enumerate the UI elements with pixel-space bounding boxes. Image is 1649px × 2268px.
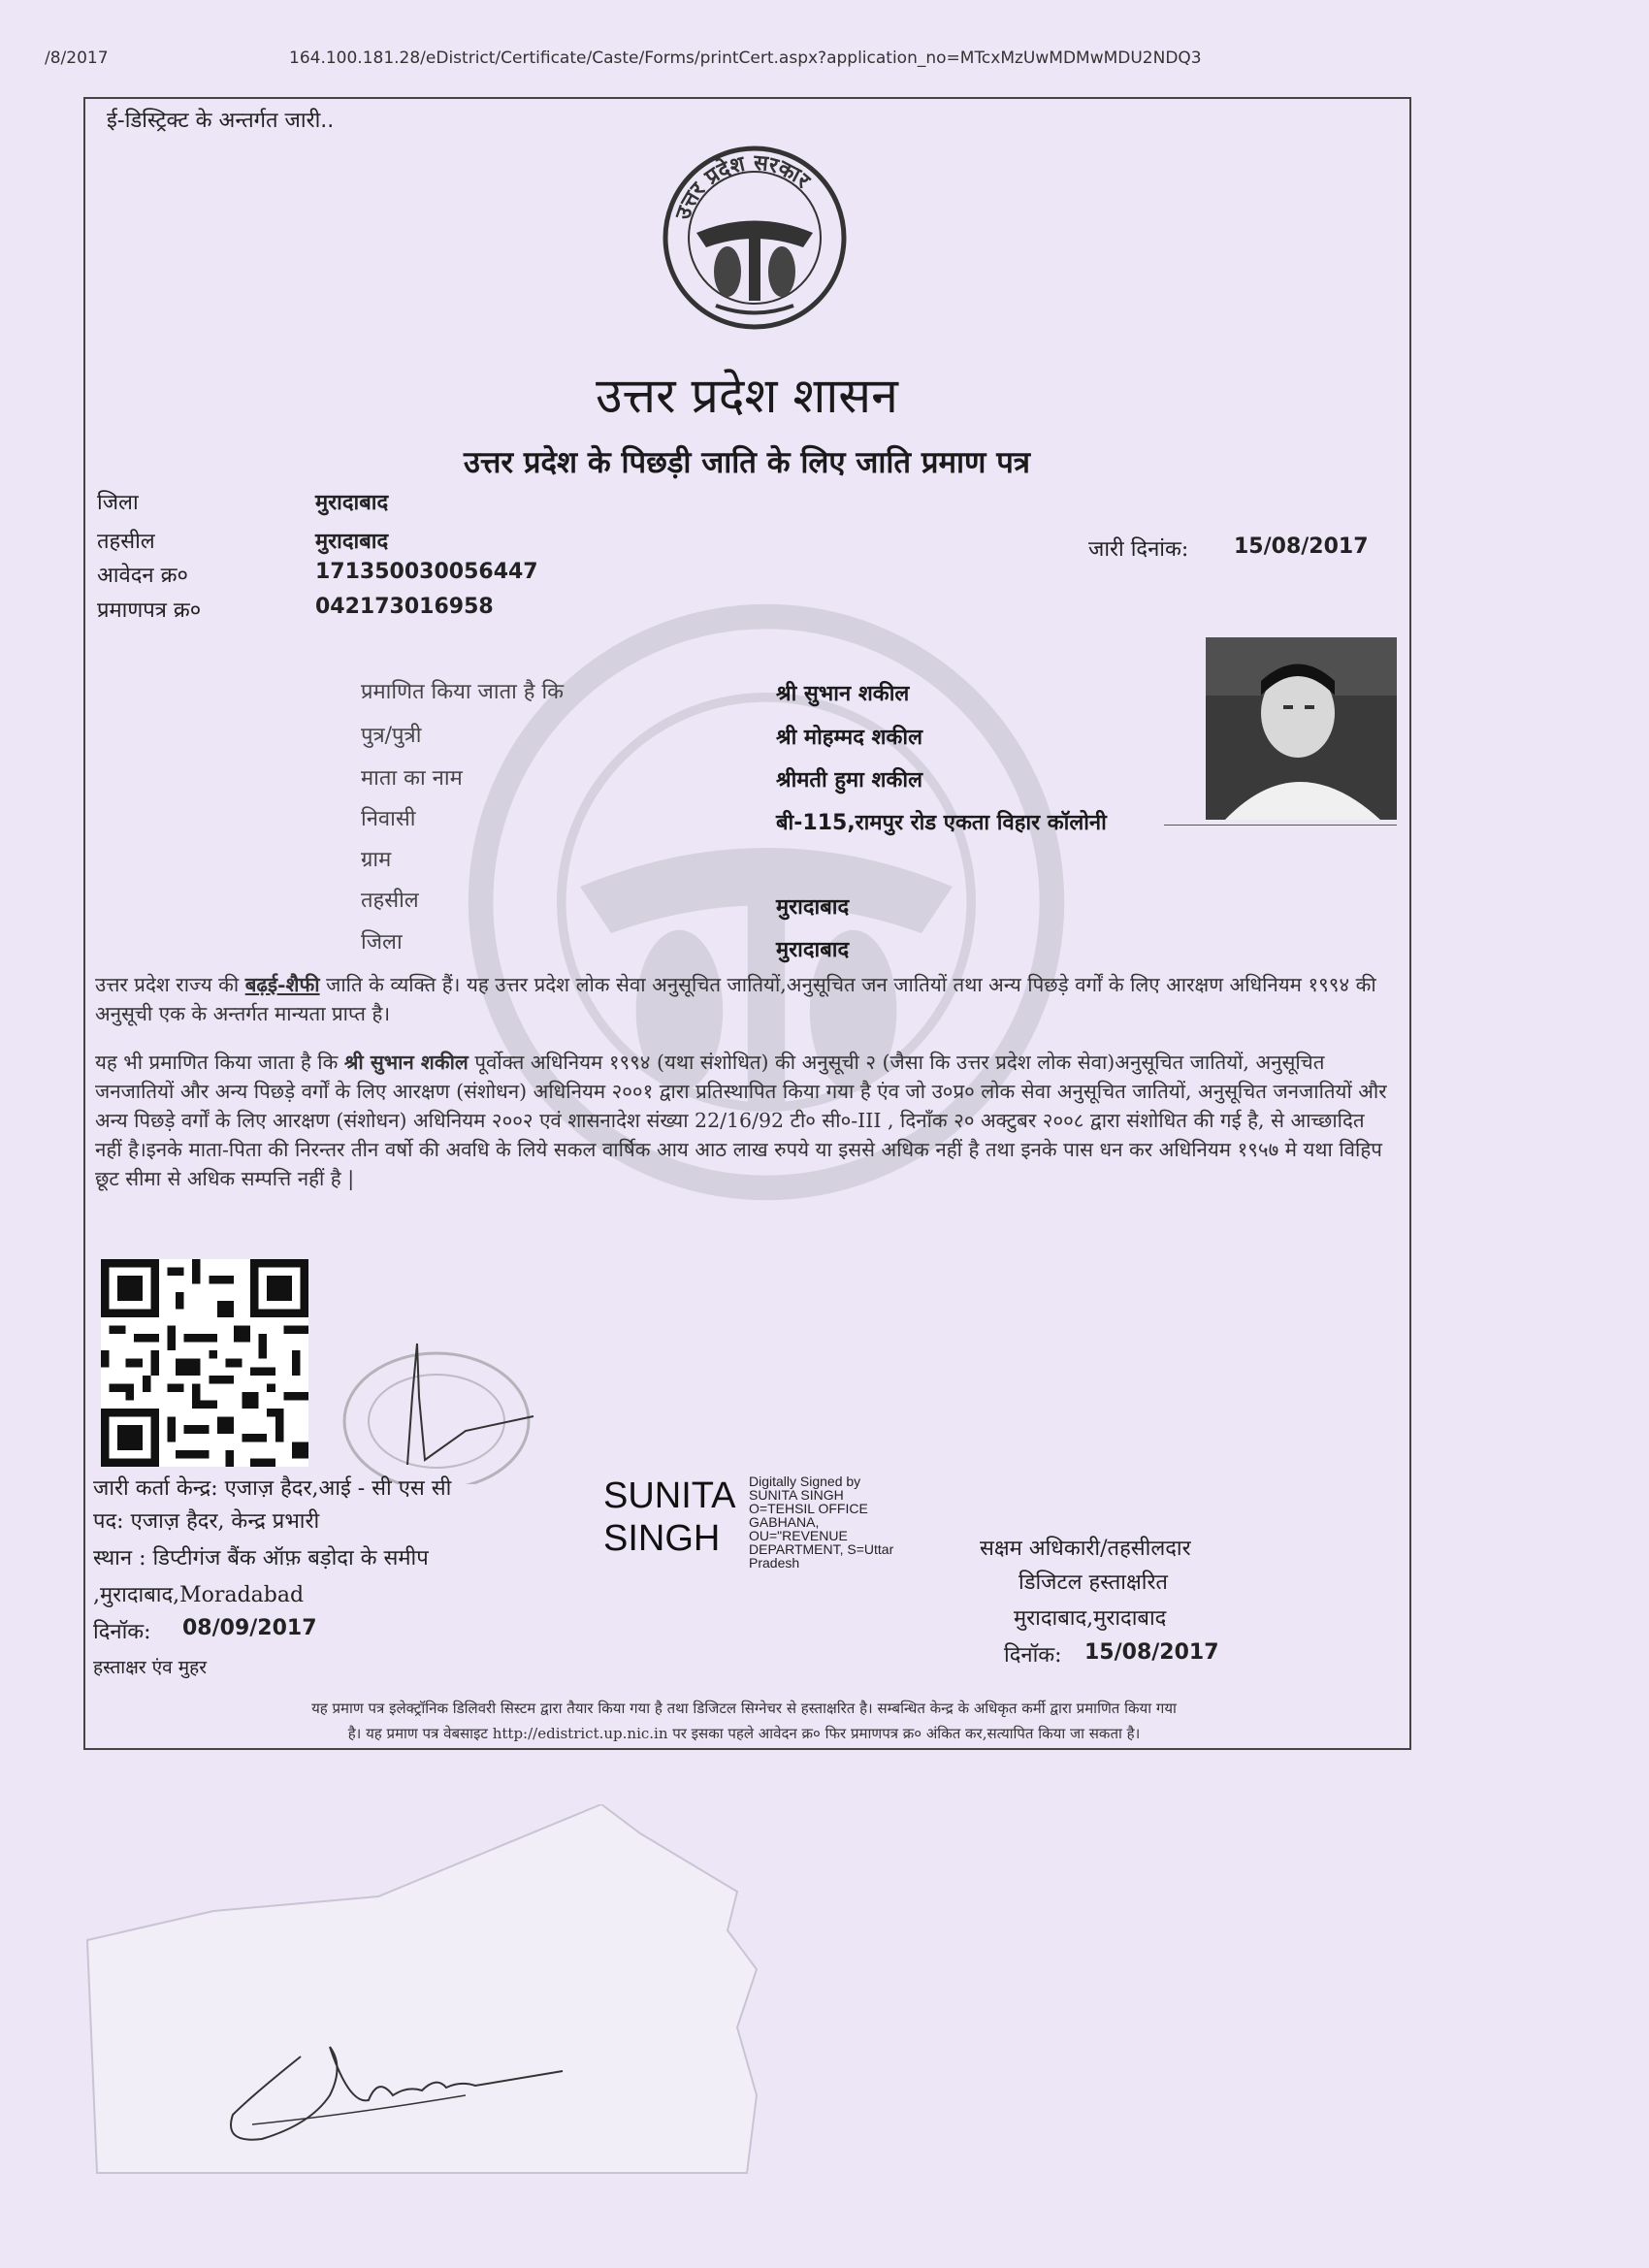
applicant-photo (1206, 637, 1397, 820)
footer-note: यह प्रमाण पत्र इलेक्ट्रॉनिक डिलिवरी सिस्टम द्वारा तैयार किया गया है तथा डिजिटल सिग्नेचर से हस्ताक्षरित है। सम्बन्धित केन्द्र के अधिकृत कर्मी द्वारा प्रमाणित किया गया है। यह प्रमाण पत्र वेबसाइट http://edistrict.up.nic.in पर इसका पहले आवेदन क्र० फिर प्रमाणपत्र क्र० अंकित कर,सत्यापित किया जा सकता है। (311, 1700, 1177, 1742)
issuer-date-label: दिनॉक: (93, 1620, 151, 1644)
print-url: 164.100.181.28/eDistrict/Certificate/Caste/Forms/printCert.aspx?application_no=MTcxMzUwMDMwMDU2NDQ3 (289, 49, 1202, 68)
declaration-paragraph: यह भी प्रमाणित किया जाता है कि श्री सुभान शकील पूर्वोक्त अधिनियम १९९४ (यथा संशोधित) की अनुसूची २ (जैसा कि उत्तर प्रदेश लोक सेवा)अनुसूचित जातियों, अनुसूचित जनजातियों और अन्य पिछड़े वर्गों के लिए आरक्षण (संशोधन) अधिनियम २००१ द्वारा प्रतिस्थापित किया गया है एंव जो उ०प्र० लोक सेवा अनुसूचित जातियों, अनुसूचित जनजातियों और अन्य पिछड़े वर्गों के लिए आरक्षण (संशोधन) अधिनियम २००२ एवं शासनादेश संख्या 22/16/92 टी० सी०-III , दिनाँक २० अक्टुबर २००८ द्वारा संशोधित की गई है, से आच्छादित नहीं है।इनके माता-पिता की निरन्तर तीन वर्षो की अवधि के लिये सकल वार्षिक आय आठ लाख रुपये या इससे अधिक नहीं है तथा इनके पास धन कर अधिनियम १९५७ मे यथा विहिप छूट सीमा से अधिक सम्पत्ति नहीं है | (95, 1051, 1387, 1190)
issuer-date-value: 08/09/2017 (182, 1616, 317, 1640)
photo-divider (1164, 825, 1397, 826)
field-label: प्रमाणित किया जाता है कि (361, 680, 565, 704)
up-emblem-icon (658, 141, 852, 335)
issuer-signature (349, 1339, 543, 1465)
district-value: मुरादाबाद (315, 491, 389, 515)
authority-date-value: 15/08/2017 (1084, 1640, 1219, 1665)
certificate-label: प्रमाणपत्र क्र० (97, 599, 202, 623)
issuer-sign-label: हस्ताक्षर एंव मुहर (93, 1657, 207, 1678)
field-value-name: श्री सुभान शकील (776, 682, 910, 706)
tehsil-value: मुरादाबाद (315, 530, 389, 554)
certificate-title: उत्तर प्रदेश शासन (596, 368, 898, 424)
field-label: माता का नाम (361, 766, 463, 791)
authority-place: मुरादाबाद,मुरादाबाद (1014, 1606, 1167, 1631)
application-label: आवेदन क्र० (97, 564, 188, 588)
field-value-district: मुरादाबाद (776, 938, 850, 962)
field-value-address: बी-115,रामपुर रोड एकता विहार कॉलोनी (776, 811, 1107, 835)
district-label: जिला (97, 491, 139, 515)
issue-date-label: जारी दिनांक: (1088, 537, 1189, 562)
field-label: ग्राम (361, 848, 392, 872)
tehsil-label: तहसील (97, 530, 155, 554)
issuer-place: स्थान : डिप्टीगंज बैंक ऑफ़ बड़ोदा के समीप (93, 1546, 429, 1571)
issuer-center: जारी कर्ता केन्द्र: एजाज़ हैदर,आई - सी एस सी (93, 1476, 452, 1501)
applicant-name-inline: श्री सुभान शकील (343, 1051, 469, 1074)
authority-digital: डिजिटल हस्ताक्षरित (1018, 1571, 1168, 1595)
qr-code (101, 1259, 308, 1467)
issuer-city: ,मुरादाबाद,Moradabad (93, 1583, 305, 1607)
certificate-subtitle: उत्तर प्रदेश के पिछड़ी जाति के लिए जाति प्रमाण पत्र (464, 445, 1030, 480)
field-value-mother: श्रीमती हुमा शकील (776, 768, 922, 793)
emblem-text: उत्तर प्रदेश सरकार (670, 149, 816, 223)
authority-date-label: दिनॉक: (1004, 1643, 1062, 1668)
digital-signature-details: Digitally Signed by SUNITA SINGH O=TEHSIL OFFICE GABHANA, OU="REVENUE DEPARTMENT, S=Uttar Pradesh (749, 1474, 894, 1571)
field-label: पुत्र/पुत्री (361, 724, 422, 748)
torn-paper-patch (58, 1804, 873, 2241)
issuer-post: पद: एजाज़ हैदर, केन्द्र प्रभारी (93, 1509, 320, 1534)
svg-text:उत्तर प्रदेश सरकार (670, 150, 816, 224)
field-label: तहसील (361, 889, 419, 913)
issued-under-text: ई-डिस्ट्रिक्ट के अन्तर्गत जारी.. (107, 109, 335, 133)
caste-paragraph: उत्तर प्रदेश राज्य की बढ़ई-शैफी जाति के व्यक्ति हैं। यह उत्तर प्रदेश लोक सेवा अनुसूचित जातियों,अनुसूचित जन जातियों तथा अन्य पिछड़े वर्गों के लिए आरक्षण अधिनियम १९९४ की अनुसूची एक के अन्तर्गत मान्यता प्राप्त है। (95, 973, 1376, 1025)
application-number: 171350030056447 (315, 560, 538, 584)
field-value-father: श्री मोहम्मद शकील (776, 726, 923, 750)
field-value-tehsil: मुरादाबाद (776, 895, 850, 920)
authority-designation: सक्षम अधिकारी/तहसीलदार (980, 1537, 1191, 1561)
field-label: निवासी (361, 807, 416, 831)
caste-name: बढ़ई-शैफी (244, 973, 320, 996)
digital-signer-name: SUNITA SINGH (603, 1475, 736, 1559)
issue-date-value: 15/08/2017 (1234, 535, 1369, 559)
field-label: जिला (361, 930, 403, 955)
print-date: /8/2017 (45, 49, 109, 68)
certificate-number: 042173016958 (315, 595, 494, 619)
